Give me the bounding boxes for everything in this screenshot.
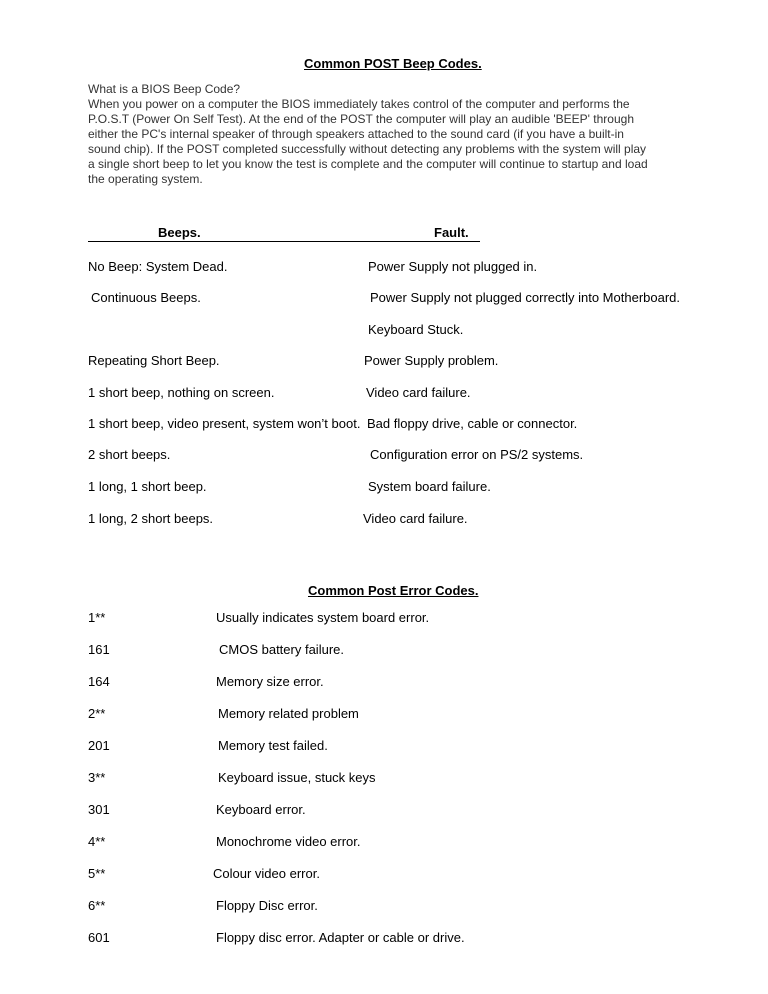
error-code: 4** [88,834,106,849]
intro-line: the operating system. [88,172,203,186]
error-code: 1** [88,610,106,625]
error-description: Keyboard error. [216,802,306,817]
intro-line: a single short beep to let you know the test is complete and the computer will continue to startup and load [88,157,648,171]
intro-line: When you power on a computer the BIOS immediately takes control of the computer and performs the [88,97,630,111]
error-description: Floppy disc error. Adapter or cable or drive. [216,930,465,945]
fault-cell: System board failure. [368,479,491,494]
error-description: Memory related problem [218,706,359,721]
fault-cell: Video card failure. [363,511,468,526]
error-description: Colour video error. [213,866,320,881]
intro-question: What is a BIOS Beep Code? [88,82,241,96]
intro-line: either the PC's internal speaker of through speakers attached to the sound card (if you have a built-in [88,127,624,141]
error-code: 161 [88,642,110,657]
page-title: Common POST Beep Codes. [304,56,482,71]
error-code: 3** [88,770,106,785]
beep-cell: Continuous Beeps. [91,290,201,305]
error-description: Keyboard issue, stuck keys [218,770,376,785]
beep-cell: 1 long, 2 short beeps. [88,511,214,526]
fault-cell: Power Supply problem. [364,353,499,368]
error-code: 601 [88,930,110,945]
error-description: Memory test failed. [218,738,328,753]
beep-cell: No Beep: System Dead. [88,259,228,274]
fault-cell: Bad floppy drive, cable or connector. [367,416,578,431]
fault-cell: Power Supply not plugged in. [368,259,538,274]
beep-cell: Repeating Short Beep. [88,353,220,368]
intro-line: P.O.S.T (Power On Self Test). At the end of the POST the computer will play an audible 'BEEP' through [88,112,634,126]
beeps-column-header: Beeps. [158,225,201,240]
error-code: 164 [88,674,110,689]
beep-cell: 1 short beep, nothing on screen. [88,385,275,400]
error-code: 2** [88,706,106,721]
error-code: 5** [88,866,106,881]
error-code: 201 [88,738,110,753]
error-description: Memory size error. [216,674,324,689]
error-code: 301 [88,802,110,817]
error-code: 6** [88,898,106,913]
beep-table-header [88,225,480,242]
error-codes-title: Common Post Error Codes. [308,583,479,598]
beep-cell: 2 short beeps. [88,447,171,462]
error-description: Usually indicates system board error. [216,610,430,625]
fault-cell: Power Supply not plugged correctly into Motherboard. [370,290,681,305]
intro-section [88,82,688,187]
fault-cell: Configuration error on PS/2 systems. [370,447,584,462]
error-description: Floppy Disc error. [216,898,318,913]
intro-line: sound chip). If the POST completed successfully without detecting any problems with the system will play [88,142,647,156]
beep-cell: 1 long, 1 short beep. [88,479,207,494]
fault-cell: Video card failure. [366,385,471,400]
beep-cell: 1 short beep, video present, system won’t boot. [88,416,361,431]
error-description: Monochrome video error. [216,834,361,849]
fault-column-header: Fault. [434,225,469,240]
fault-cell: Keyboard Stuck. [368,322,464,337]
error-description: CMOS battery failure. [219,642,344,657]
